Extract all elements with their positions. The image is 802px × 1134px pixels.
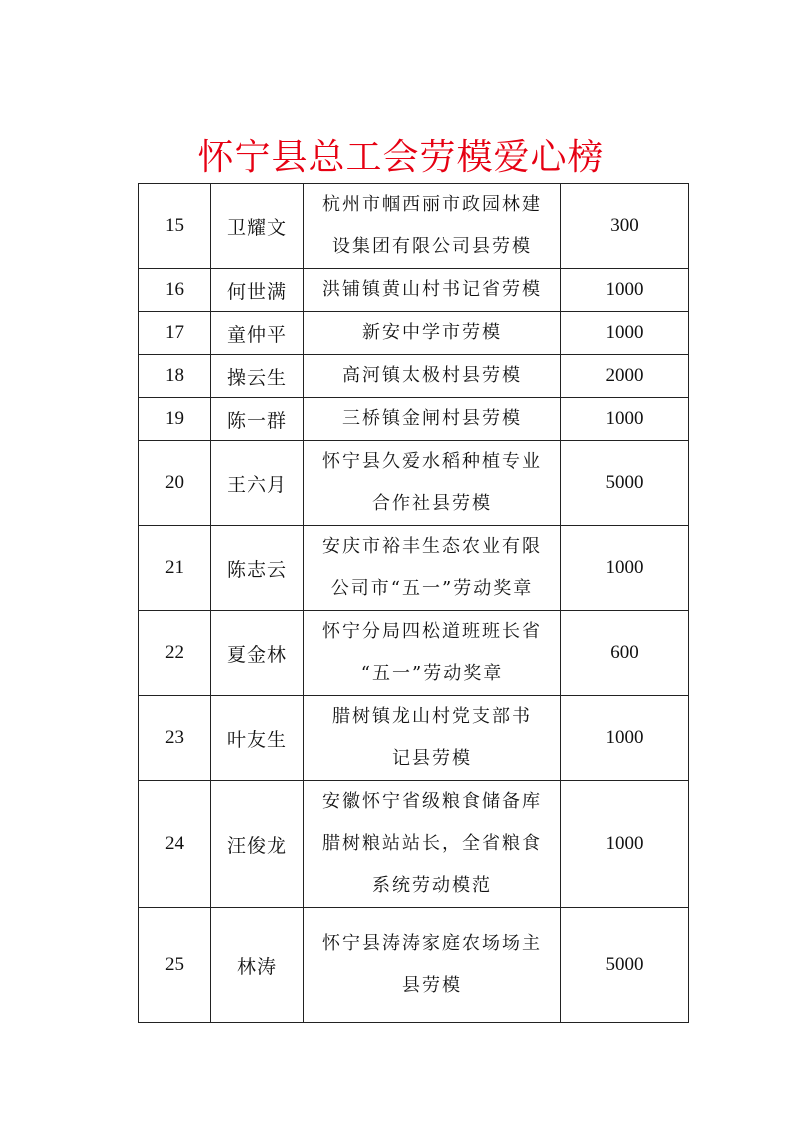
description-line: 安庆市裕丰生态农业有限 <box>322 536 542 557</box>
description-line: 设集团有限公司县劳模 <box>332 236 532 257</box>
table-row <box>139 781 689 908</box>
row-number: 17 <box>139 312 211 355</box>
table-row <box>139 441 689 526</box>
donation-amount: 5000 <box>561 441 689 526</box>
honor-table <box>138 183 689 1023</box>
donation-amount: 2000 <box>561 355 689 398</box>
row-number: 16 <box>139 269 211 312</box>
table-row <box>139 269 689 312</box>
description <box>304 312 561 355</box>
description-line: 县劳模 <box>402 975 462 996</box>
description <box>304 526 561 611</box>
table-row <box>139 184 689 269</box>
person-name: 夏金林 <box>211 611 304 696</box>
person-name: 陈一群 <box>211 398 304 441</box>
donation-amount: 1000 <box>561 312 689 355</box>
description-line: 杭州市帼西丽市政园林建 <box>322 194 542 215</box>
description-line: 怀宁县涛涛家庭农场场主 <box>322 933 542 954</box>
description-line: 腊树粮站站长，全省粮食 <box>322 833 542 854</box>
row-number: 21 <box>139 526 211 611</box>
person-name: 叶友生 <box>211 696 304 781</box>
description-line: 怀宁分局四松道班班长省 <box>322 621 542 642</box>
description <box>304 441 561 526</box>
row-number: 25 <box>139 908 211 1023</box>
table-row <box>139 526 689 611</box>
description-line: 系统劳动模范 <box>372 875 492 896</box>
description <box>304 398 561 441</box>
row-number: 23 <box>139 696 211 781</box>
description-line: 三桥镇金闸村县劳模 <box>342 408 522 429</box>
description-line: 安徽怀宁省级粮食储备库 <box>322 791 542 812</box>
table-row <box>139 312 689 355</box>
person-name: 卫耀文 <box>211 184 304 269</box>
donation-amount: 5000 <box>561 908 689 1023</box>
donation-amount: 1000 <box>561 526 689 611</box>
description <box>304 611 561 696</box>
description <box>304 184 561 269</box>
donation-amount: 1000 <box>561 696 689 781</box>
donation-amount: 1000 <box>561 398 689 441</box>
description-line: 腊树镇龙山村党支部书 <box>332 706 532 727</box>
person-name: 汪俊龙 <box>211 781 304 908</box>
description-line: 新安中学市劳模 <box>362 322 502 343</box>
table-row <box>139 398 689 441</box>
description-line: 记县劳模 <box>392 748 472 769</box>
person-name: 操云生 <box>211 355 304 398</box>
donation-amount: 300 <box>561 184 689 269</box>
row-number: 24 <box>139 781 211 908</box>
description-line: 怀宁县久爱水稻种植专业 <box>322 451 542 472</box>
person-name: 陈志云 <box>211 526 304 611</box>
person-name: 童仲平 <box>211 312 304 355</box>
description <box>304 269 561 312</box>
person-name: 何世满 <box>211 269 304 312</box>
row-number: 19 <box>139 398 211 441</box>
description <box>304 696 561 781</box>
row-number: 15 <box>139 184 211 269</box>
donation-amount: 1000 <box>561 781 689 908</box>
row-number: 20 <box>139 441 211 526</box>
person-name: 王六月 <box>211 441 304 526</box>
table-row <box>139 355 689 398</box>
page-title: 怀宁县总工会劳模爱心榜 <box>197 137 605 178</box>
table-row <box>139 611 689 696</box>
description-line: 公司市“五一”劳动奖章 <box>330 578 534 599</box>
table-row <box>139 908 689 1023</box>
description-line: “五一”劳动奖章 <box>360 663 504 684</box>
row-number: 22 <box>139 611 211 696</box>
description <box>304 908 561 1023</box>
description <box>304 355 561 398</box>
description <box>304 781 561 908</box>
description-line: 洪铺镇黄山村书记省劳模 <box>322 279 542 300</box>
donation-amount: 1000 <box>561 269 689 312</box>
donation-amount: 600 <box>561 611 689 696</box>
person-name: 林涛 <box>211 908 304 1023</box>
table-row <box>139 696 689 781</box>
description-line: 合作社县劳模 <box>372 493 492 514</box>
description-line: 高河镇太极村县劳模 <box>342 365 522 386</box>
row-number: 18 <box>139 355 211 398</box>
